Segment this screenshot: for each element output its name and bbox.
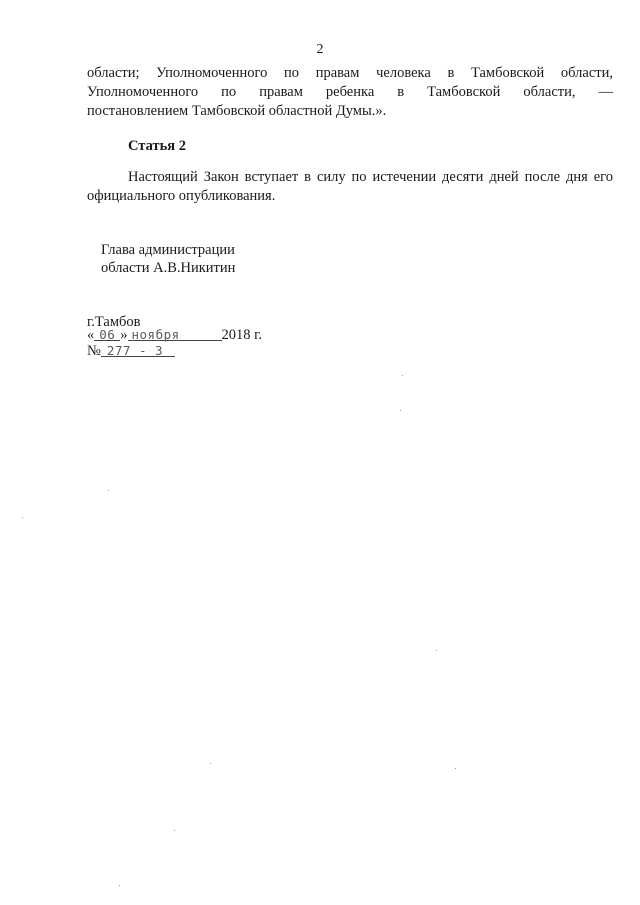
place-of-signing: г.Тамбов bbox=[87, 314, 141, 330]
number-sign: № bbox=[87, 343, 101, 359]
scan-speck bbox=[174, 830, 175, 831]
paragraph-line: постановлением Тамбовской областной Думы.». bbox=[87, 103, 387, 119]
paragraph-line: Уполномоченного по правам ребенка в Тамбовской области, — bbox=[87, 84, 613, 100]
signature-title: Глава администрации bbox=[101, 242, 235, 258]
law-number: 277 - З bbox=[101, 342, 175, 357]
scan-speck bbox=[455, 768, 456, 769]
law-number-line bbox=[87, 342, 175, 360]
date-open-quote: « bbox=[87, 327, 95, 343]
article-heading: Статья 2 bbox=[128, 138, 186, 154]
signature-name: области А.В.Никитин bbox=[101, 260, 236, 276]
signature-block bbox=[101, 241, 235, 277]
scan-speck bbox=[210, 763, 211, 764]
scan-speck bbox=[108, 490, 109, 491]
paragraph-article-2: Настоящий Закон вступает в силу по истечении десяти дней после дня его официального опубликования. bbox=[87, 169, 613, 204]
date-day: 06 bbox=[94, 326, 120, 341]
scan-speck bbox=[436, 650, 437, 651]
scan-speck bbox=[402, 375, 403, 376]
scan-speck bbox=[119, 885, 120, 886]
page-number: 2 bbox=[316, 42, 324, 57]
paragraph-article-1-end bbox=[87, 64, 613, 121]
date-year: 2018 г. bbox=[221, 327, 263, 343]
paragraph-line: области; Уполномоченного по правам человека в Тамбовской области, bbox=[87, 65, 613, 81]
date-month: ноября bbox=[128, 326, 222, 341]
scan-speck bbox=[400, 410, 401, 411]
scan-speck bbox=[22, 517, 23, 518]
date-close-quote: » bbox=[120, 327, 128, 343]
